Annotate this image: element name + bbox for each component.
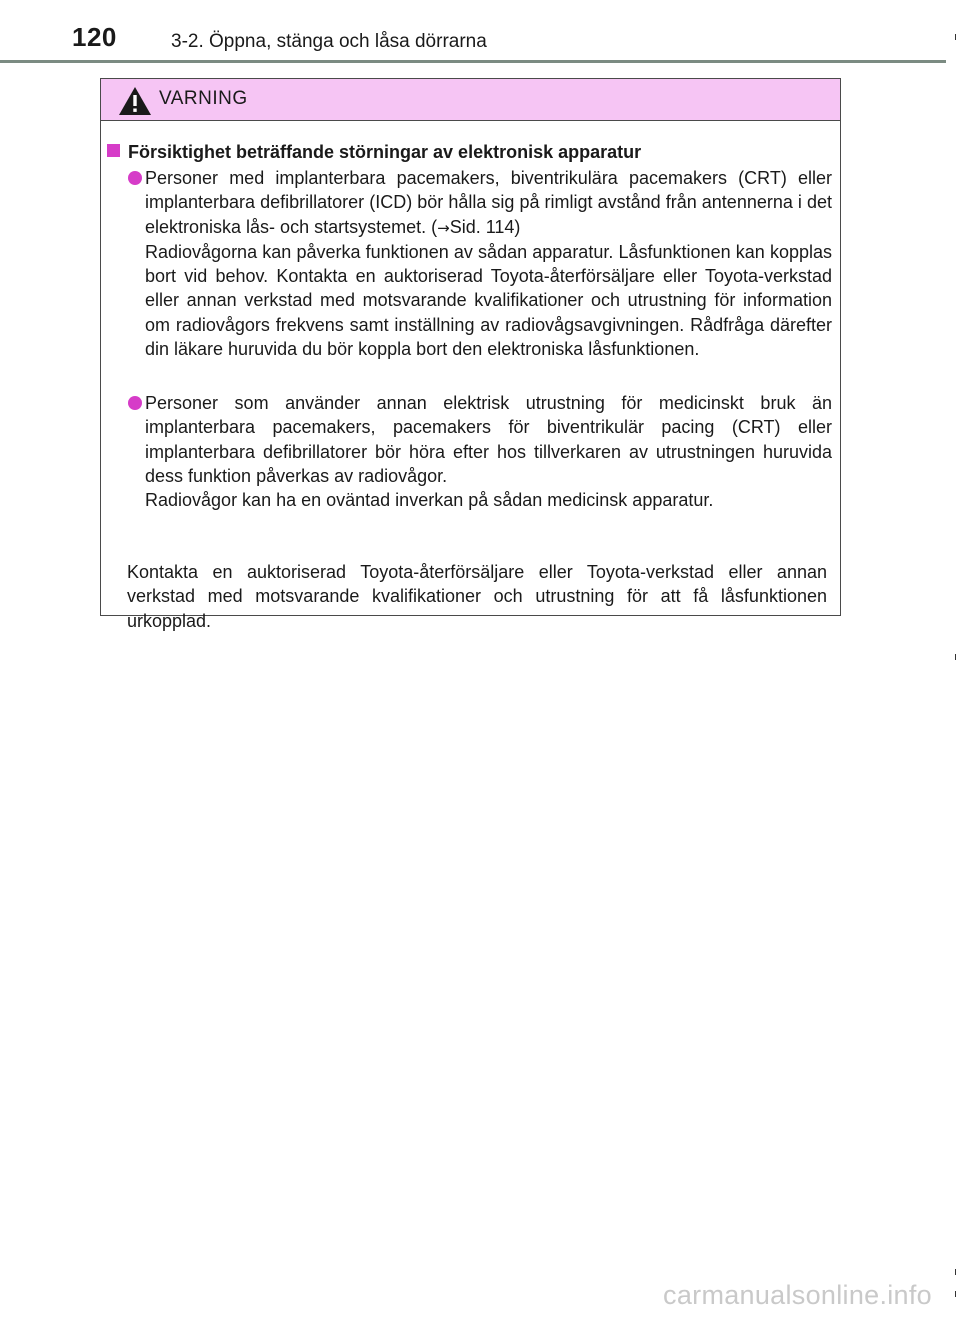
dot-bullet-icon [128,171,142,185]
warning-box [100,78,841,631]
paragraph [145,166,832,240]
square-bullet-icon [107,144,120,157]
warning-note: Kontakta en auktoriserad Toyota-återförsäljare eller Toyota-verkstad eller annan verkstad med motsvarande kvalifikationer och utrustning för att få låsfunktionen urkopplad. [127,562,827,631]
paragraph: Radiovågor kan ha en oväntad inverkan på sådan medicinsk apparatur. [145,490,714,511]
warning-triangle-icon [118,86,152,116]
list-item [125,391,832,512]
subheading-text: Försiktighet beträffande störningar av elektronisk apparatur [128,142,642,162]
dot-bullet-icon [128,396,142,410]
paragraph: Personer som använder annan elektrisk utrustning för medicinskt bruk än implanterbara pacemakers, pacemakers för biventrikulär pacing (CRT) eller implanterbara defibrillatorer bör höra efter hos tillverkaren av utrustningen huruvida dess funktion påverkas av radiovågor. [145,393,832,486]
crop-mark-middle [955,654,956,660]
paragraph: Radiovågorna kan påverka funktionen av sådan apparatur. Låsfunktionen kan kopplas bort vid behov. Kontakta en auktoriserad Toyota-återförsäljare eller Toyota-verkstad eller annan verkstad med motsvarande kvalifikationer och utrustning för information om radiovågors frekvens samt inställning av radiovågsavgivningen. Rådfråga därefter din läkare huruvida du bör koppla bort den elektroniska låsfunktionen. [145,241,832,360]
page-number: 120 [72,22,117,52]
crop-mark-top [955,34,956,40]
warning-subheading [107,140,641,164]
warning-header [101,79,840,121]
watermark: carmanualsonline.info [663,1280,932,1310]
crop-mark-bottom-2 [955,1291,956,1297]
list-item-text [145,166,832,361]
list-item [125,166,832,361]
warning-label: VARNING [159,88,248,109]
crop-mark-bottom-1 [955,1269,956,1275]
page-reference: Sid. 114) [449,216,521,237]
arrow-icon: → [437,218,450,237]
list-item-text [145,391,832,512]
section-title: 3-2. Öppna, stänga och låsa dörrarna [171,31,487,52]
list-item-text-part: Personer med implanterbara pacemakers, biventrikulära pacemakers (CRT) eller implanterbara defibrillatorer (ICD) bör hålla sig på rimligt avstånd från antennerna i det elektroniska lås- och startsystemet. ( [145,168,832,237]
header-rule [0,60,946,63]
